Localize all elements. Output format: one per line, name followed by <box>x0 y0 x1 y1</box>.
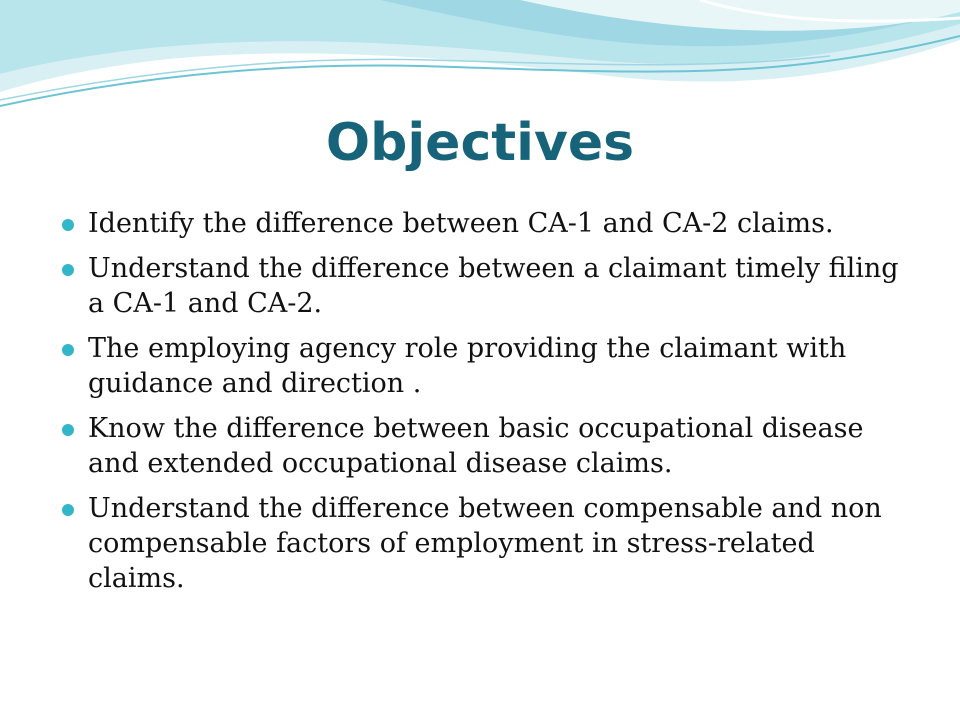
bullet-dot-icon <box>62 219 74 231</box>
bullet-item <box>60 491 910 596</box>
bullet-dot-icon <box>62 424 74 436</box>
bullet-text: Understand the difference between a claimant timely filing a CA-1 and CA-2. <box>88 253 899 319</box>
bullet-item <box>60 251 910 321</box>
bullet-dot-icon <box>62 504 74 516</box>
bullet-text: Know the difference between basic occupational disease and extended occupational disease claims. <box>88 413 864 479</box>
slide-title: Objectives <box>325 113 635 173</box>
bullet-dot-icon <box>62 344 74 356</box>
bullet-text: Identify the difference between CA-1 and CA-2 claims. <box>88 208 834 239</box>
bullet-list <box>60 206 910 606</box>
bullet-text: The employing agency role providing the claimant with guidance and direction . <box>88 333 847 399</box>
bullet-dot-icon <box>62 264 74 276</box>
bullet-item <box>60 331 910 401</box>
bullet-item <box>60 206 910 241</box>
bullet-text: Understand the difference between compensable and non compensable factors of employment in stress-related claims. <box>88 493 882 594</box>
bullet-item <box>60 411 910 481</box>
